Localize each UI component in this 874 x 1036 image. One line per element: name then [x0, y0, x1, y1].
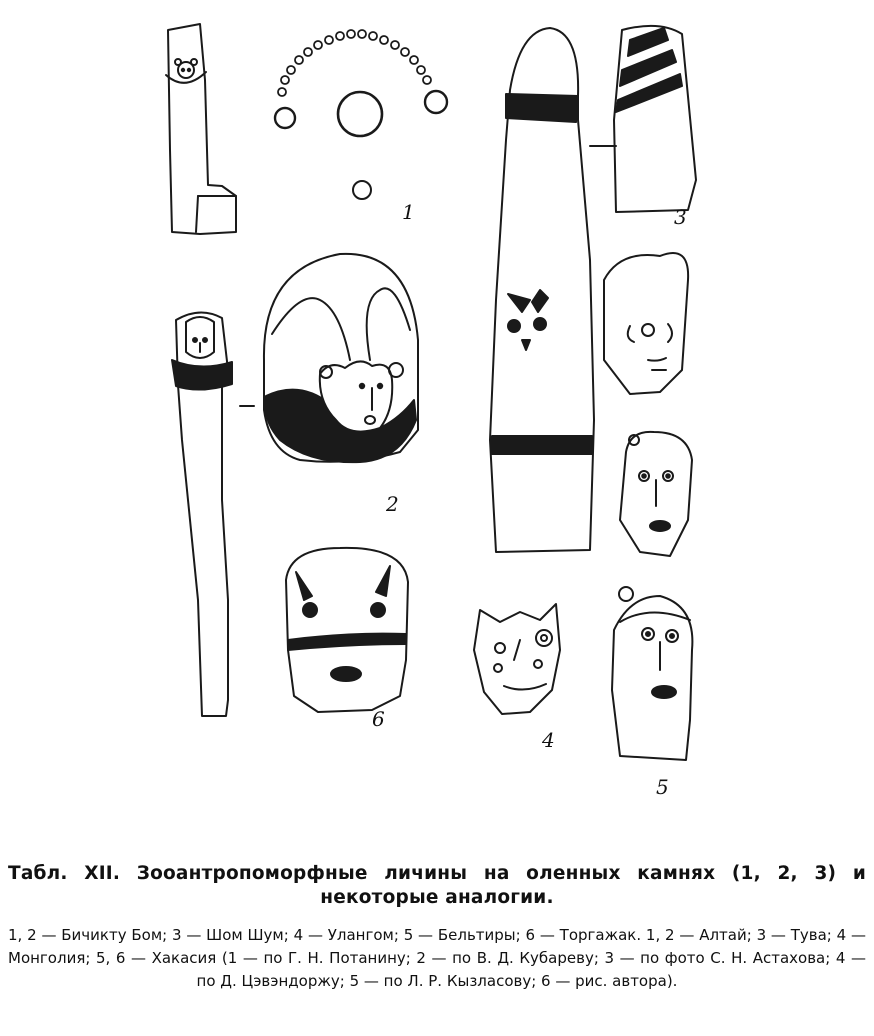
fig6-stone-drawing: [286, 548, 408, 712]
figure-caption: [8, 862, 866, 993]
caption-notes: 1, 2 — Бичикту Бом; 3 — Шом Шум; 4 — Улангом; 5 — Бельтиры; 6 — Торгажак. 1, 2 — Алтай; 3 — Тува; 4 — Монголия; 5, 6 — Хакасия (1 — по Г. Н. Потанину; 2 — по В. Д. Кубареву; 3 — по фото С. Н. Астахова; 4 — по Д. Цэвэндоржу; 5 — по Л. Р. Кызласову; 6 — рис. автора).: [8, 926, 866, 990]
figure-label-4: 4: [542, 728, 555, 752]
fig4-mask-drawing: [474, 604, 560, 714]
fig3-stele-drawing: [490, 28, 616, 552]
fig5-heads-drawing: [604, 253, 692, 760]
figure-label-2: 2: [386, 492, 399, 516]
figure-label-3: 3: [674, 205, 687, 229]
figure-label-1: 1: [402, 200, 415, 224]
fig1-dot-arc-drawing: [275, 30, 447, 199]
caption-title: Табл. XII. Зооантропоморфные личины на оленных камнях (1, 2, 3) и некоторые аналогии.: [8, 863, 866, 908]
fig3-side-drawing: [614, 26, 696, 212]
fig2-stele-drawing: [172, 312, 254, 716]
figure-label-6: 6: [372, 707, 385, 731]
fig1-stele-drawing: [166, 24, 236, 234]
figure-label-5: 5: [656, 775, 669, 799]
fig2-head-drawing: [264, 254, 418, 462]
